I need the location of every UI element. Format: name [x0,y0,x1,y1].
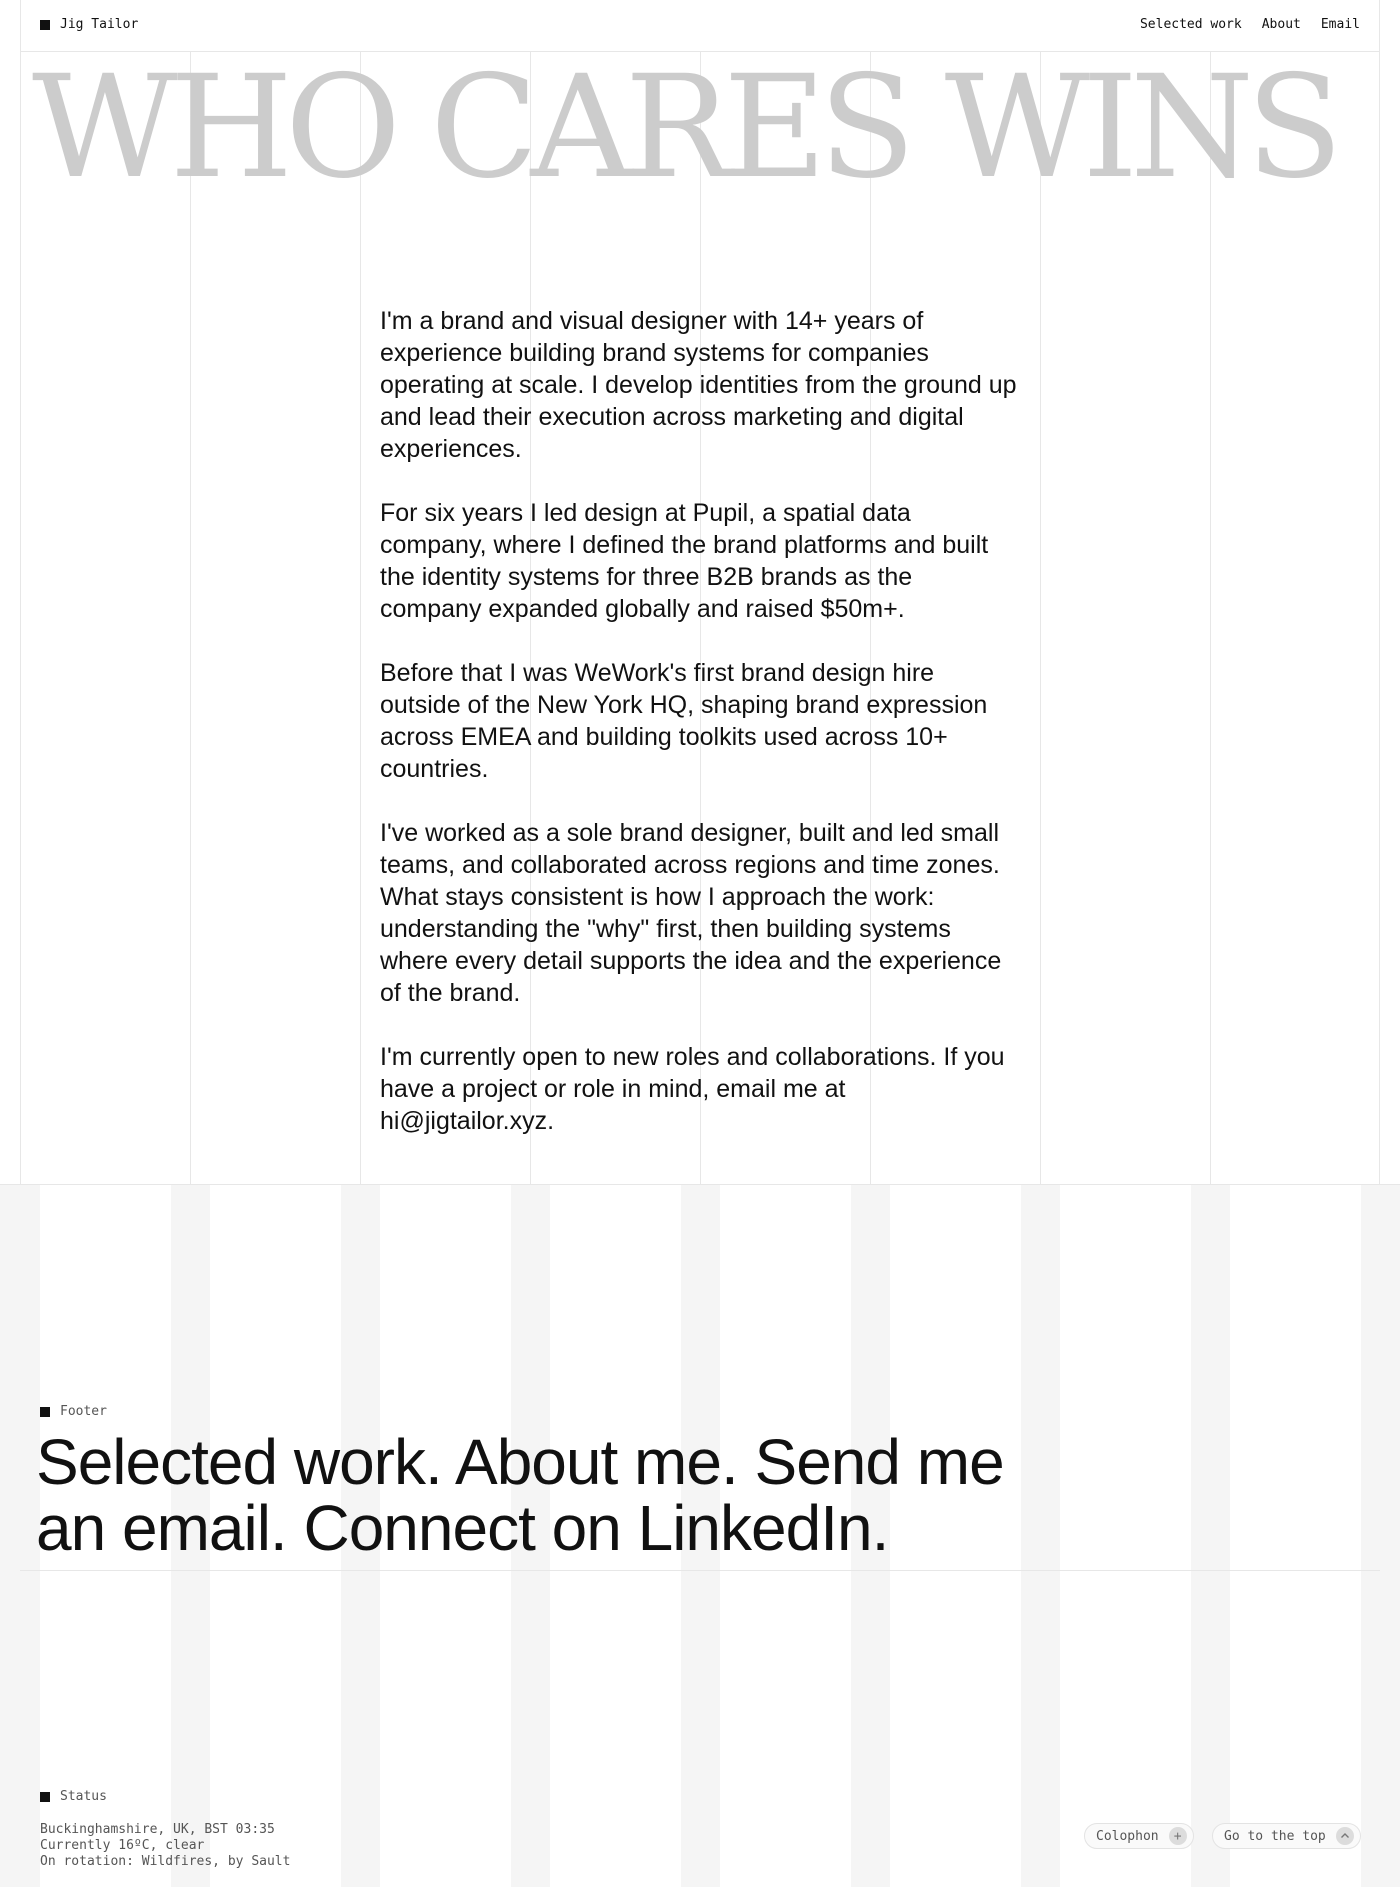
brand-link[interactable] [40,17,138,32]
footer-column [1230,1185,1361,1887]
go-to-top-label: Go to the top [1224,1828,1326,1844]
footer-column [1060,1185,1191,1887]
chevron-up-icon [1336,1827,1354,1845]
nav-selected-work[interactable]: Selected work [1139,17,1242,32]
site-footer [0,1184,1400,1887]
about-paragraph: I've worked as a sole brand designer, built and led small teams, and collaborated across regions and time zones. What stays consistent is how I approach the work: understanding the "why" first, then building systems where every detail supports the idea and the experience of the brand. [380,819,1002,1007]
colophon-button[interactable] [1084,1823,1194,1849]
footer-link-email[interactable]: Send me an email. [36,1426,1004,1564]
footer-label [40,1404,107,1419]
go-to-top-button[interactable] [1212,1823,1361,1849]
status-info [40,1822,290,1870]
square-icon [40,20,50,30]
status-label-text: Status [60,1789,107,1804]
about-paragraph: I'm currently open to new roles and collaborations. If you have a project or role in mind, email me at hi@jigtailor.xyz. [380,1043,1005,1135]
grid-line [190,52,191,1184]
grid-line [360,52,361,1184]
about-paragraph: For six years I led design at Pupil, a spatial data company, where I defined the brand platforms and built the identity systems for three B2B brands as the company expanded globally and raised $50m+. [380,499,989,623]
brand-name: Jig Tailor [60,17,139,32]
grid-frame-left [20,0,21,1184]
status-location: Buckinghamshire, UK, BST 03:35 [40,1822,275,1837]
main-nav [1140,17,1360,32]
footer-link-linkedin[interactable]: Connect on LinkedIn. [303,1492,889,1564]
about-paragraph: I'm a brand and visual designer with 14+ years of experience building brand systems for companies operating at scale. I develop identities from the ground up and lead their execution across marketing and digital experiences. [380,307,1017,463]
footer-link-selected-work[interactable]: Selected work. [36,1426,442,1498]
square-icon [40,1792,50,1802]
grid-frame-right [1379,0,1380,1184]
square-icon [40,1407,50,1417]
plus-icon: + [1169,1827,1187,1845]
footer-links [36,1426,1036,1564]
grid-line [1040,52,1041,1184]
nav-email[interactable]: Email [1320,17,1360,32]
status-weather: Currently 16ºC, clear [40,1838,205,1853]
grid-line [1210,52,1211,1184]
about-paragraph: Before that I was WeWork's first brand design hire outside of the New York HQ, shaping brand expression across EMEA and building toolkits used across 10+ countries. [380,659,988,783]
nav-about[interactable]: About [1261,17,1301,32]
footer-divider [20,1570,1380,1571]
about-section [380,305,1020,1169]
footer-link-about[interactable]: About me. [455,1426,738,1498]
site-header [20,0,1380,52]
status-label [40,1789,107,1804]
hero-title: WHO CARES WINS [32,46,1336,210]
colophon-label: Colophon [1096,1828,1159,1844]
status-music: On rotation: Wildfires, by Sault [40,1854,291,1869]
footer-label-text: Footer [60,1404,107,1419]
